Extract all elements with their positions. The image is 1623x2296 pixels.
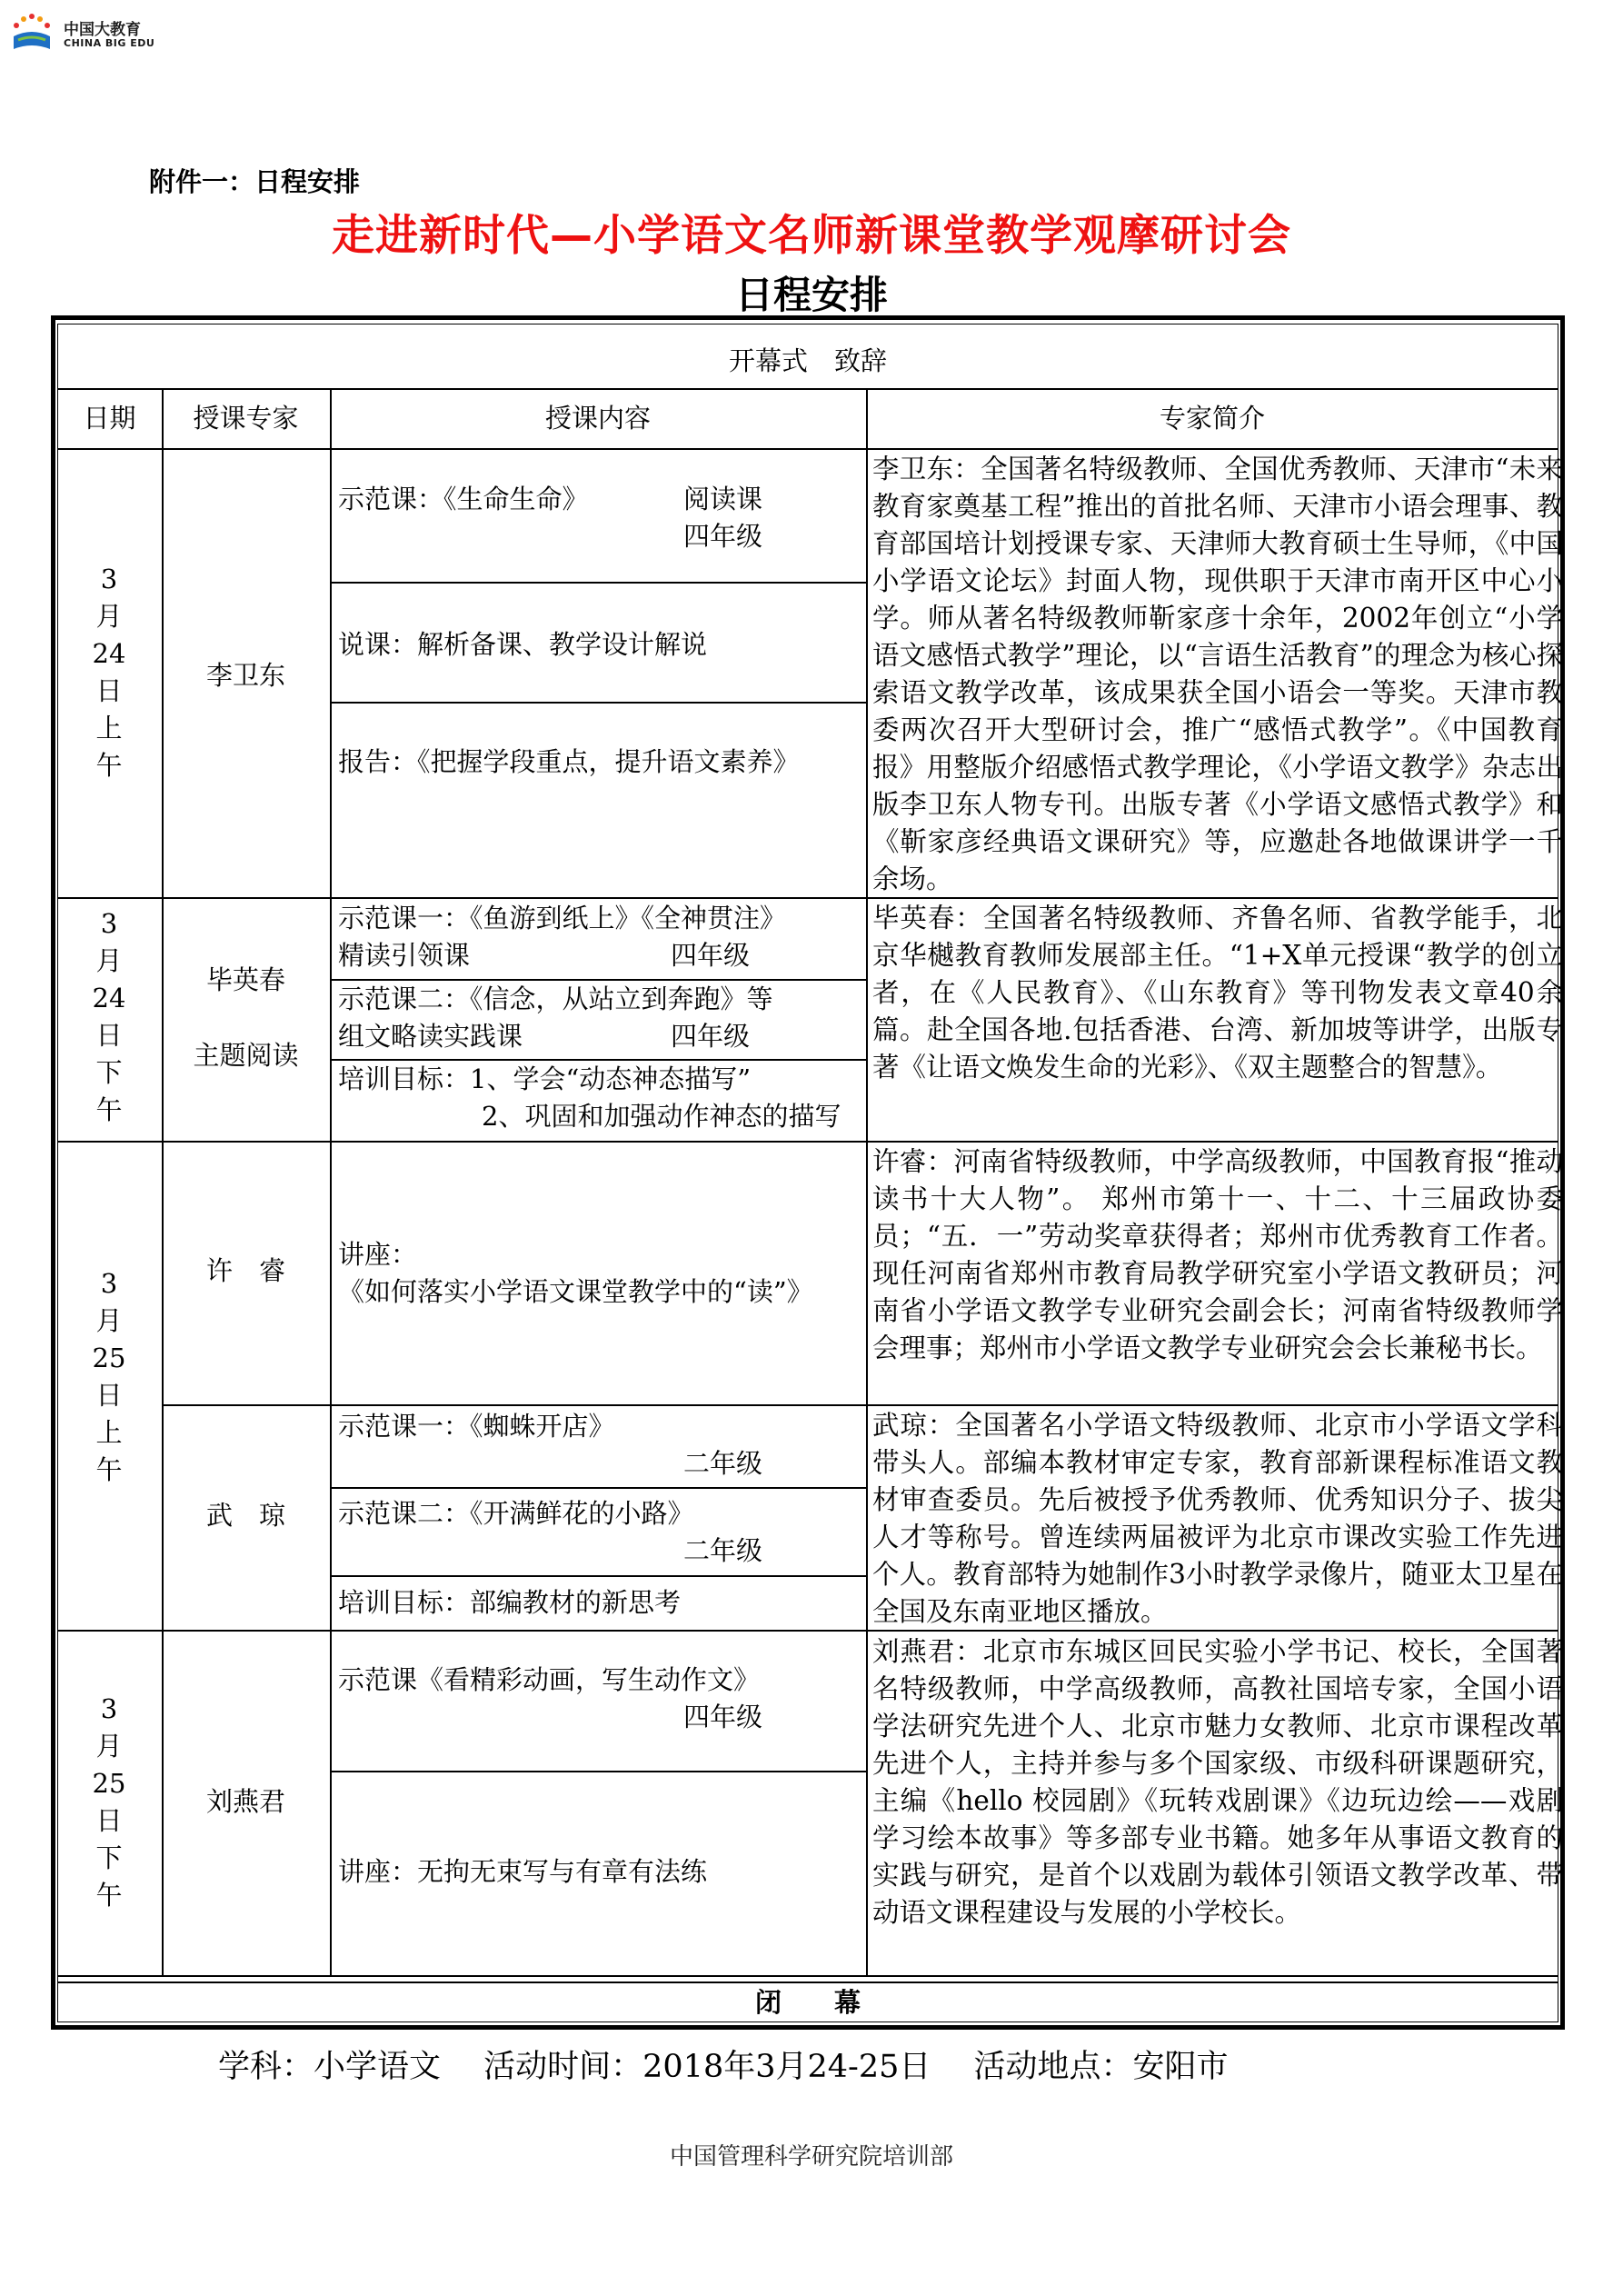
lesson-type: 组文略读实践课 <box>338 1021 523 1052</box>
lesson-grade: 四年级 <box>683 1702 763 1732</box>
expert-bio: 李卫东：全国著名特级教师、全国优秀教师、天津市“未来教育家奠基工程”推出的首批名师、天津市小语会理事、教育部国培计划授课专家、天津师大教育硕士生导师，《中国小学语文论坛》封面人物，现供职于天津市南开区中心小学。师从著名特级教师靳家彦十余年，2002年创立“小学语文感悟式教学”理论，以“言语生活教育”的理念为核心探索语文教学改革，该成果获全国小语会一等奖。天津市教委两次召开大型研讨会，推广“感悟式教学”。《中国教育报》用整版介绍感悟式教学理论，《小学语文教学》杂志出版李卫东人物专刊。出版专著《小学语文感悟式教学》和《靳家彦经典语文课研究》等，应邀赴各地做课讲学一千余场。 <box>872 454 1563 894</box>
expert-name: 李卫东 <box>205 660 285 691</box>
logo <box>9 11 164 55</box>
divider <box>330 1771 866 1772</box>
training-goal: 培训目标：1、学会“动态神态描写” <box>338 1063 752 1094</box>
lesson-grade: 二年级 <box>683 1535 763 1566</box>
expert-bio: 刘燕君：北京市东城区回民实验小学书记、校长，全国著名特级教师，中学高级教师，高教社国培专家，全国小语学法研究先进个人、北京市魅力女教师、北京市课程改革先进个人，主持并参与多个国家级、市级科研课题研究，主编《hello 校园剧》《玩转戏剧课》《边玩边绘——戏剧学习绘本故事》等多部专业书籍。她多年从事语文教育的实践与研究，是首个以戏剧为载体引领语文教学改革、带动语文课程建设与发展的小学校长。 <box>872 1636 1563 1928</box>
page-subtitle: 日程安排 <box>734 273 888 317</box>
lesson-title: 报告：《把握学段重点，提升语文素养》 <box>338 746 800 777</box>
lesson-title: 示范课《看精彩动画，写生动作文》 <box>338 1664 761 1695</box>
divider <box>330 582 866 584</box>
lesson-title: 说课：解析备课、教学设计解说 <box>338 629 708 660</box>
lesson-grade: 二年级 <box>683 1448 763 1479</box>
lesson-title: 讲座： <box>338 1239 418 1270</box>
expert-name: 武 琼 <box>205 1500 285 1531</box>
divider <box>330 388 332 1975</box>
session-date: 3 月 25 日 上 午 <box>92 1268 126 1485</box>
header-expert: 授课专家 <box>193 403 299 434</box>
logo-name-en: CHINA BIG EDU <box>64 37 155 49</box>
lesson-type: 精读引领课 <box>338 940 471 971</box>
divider <box>330 702 866 704</box>
event-info <box>218 2041 1261 2087</box>
divider <box>330 1575 866 1577</box>
lesson-type: 阅读课 <box>683 484 763 514</box>
lesson-title: 《如何落实小学语文课堂教学中的“读”》 <box>338 1276 813 1307</box>
expert-bio: 毕英春：全国著名特级教师、齐鲁名师、省教学能手，北京华樾教育教师发展部主任。“1+X单元授课“教学的创立者，在《人民教育》、《山东教育》等刊物发表文章40余篇。赴全国各地.包括香港、台湾、新加坡等讲学，出版专著《让语文焕发生命的光彩》、《双主题整合的智慧》。 <box>872 903 1563 1083</box>
session-date: 3 月 24 日 下 午 <box>92 908 126 1125</box>
page-title: 走进新时代—小学语文名师新课堂教学观摩研讨会 <box>332 211 1291 261</box>
closing-ceremony: 闭 幕 <box>754 1987 861 2018</box>
session-date: 3 月 25 日 下 午 <box>92 1693 126 1911</box>
expert-name: 刘燕君 <box>205 1786 285 1817</box>
logo-icon <box>9 11 55 53</box>
lesson-grade: 四年级 <box>683 521 763 552</box>
lesson-title: 示范课二：《开满鲜花的小路》 <box>338 1498 694 1529</box>
divider <box>57 448 1558 450</box>
divider <box>162 1404 1558 1406</box>
event-subject: 学科：小学语文 <box>218 2049 442 2085</box>
expert-bio: 武琼：全国著名小学语文特级教师、北京市小学语文学科带头人。部编本教材审定专家，教育部新课程标准语文教材审查委员。先后被授予优秀教师、优秀知识分子、拔尖人才等称号。曾连续两届被评为北京市课改实验工作先进个人。教育部特为她制作3小时教学录像片，随亚太卫星在全国及东南亚地区播放。 <box>872 1410 1563 1627</box>
expert-bio: 许睿：河南省特级教师，中学高级教师，中国教育报“推动读书十大人物”。 郑州市第十一、十二、十三届政协委员；“五．一”劳动奖章获得者；郑州市优秀教育工作者。现任河南省郑州市教育局教学研究室小学语文教研员；河南省小学语文教学专业研究会副会长；河南省特级教师学会理事；郑州市小学语文教学专业研究会会长兼秘书长。 <box>872 1146 1563 1363</box>
divider <box>57 1141 1558 1143</box>
expert-topic: 主题阅读 <box>193 1040 299 1071</box>
lesson-title: 讲座：无拘无束写与有章有法练 <box>338 1856 708 1887</box>
divider <box>162 388 164 1975</box>
lesson-grade: 四年级 <box>671 940 751 971</box>
event-time: 活动时间：2018年3月24-25日 <box>483 2049 931 2085</box>
header-bio: 专家简介 <box>1159 403 1265 434</box>
lesson-title: 示范课一：《蜘蛛开店》 <box>338 1411 615 1442</box>
divider <box>866 388 868 1975</box>
divider <box>330 1487 866 1489</box>
divider <box>57 1982 1558 1983</box>
opening-ceremony: 开幕式 致辞 <box>728 345 887 376</box>
header-content: 授课内容 <box>544 403 651 434</box>
lesson-title: 示范课一：《鱼游到纸上》《全神贯注》 <box>338 903 787 933</box>
lesson-title: 示范课二：《信念，从站立到奔跑》等 <box>338 983 773 1014</box>
lesson-title: 示范课：《生命生命》 <box>338 484 589 514</box>
divider <box>57 1975 1558 1977</box>
expert-name: 毕英春 <box>205 964 285 995</box>
divider <box>57 388 1558 390</box>
attachment-label: 附件一：日程安排 <box>149 166 361 197</box>
session-date: 3 月 24 日 上 午 <box>92 564 126 781</box>
lesson-grade: 四年级 <box>671 1021 751 1052</box>
logo-name-cn: 中国大教育 <box>64 21 141 39</box>
organizer: 中国管理科学研究院培训部 <box>669 2143 953 2171</box>
expert-name: 许 睿 <box>205 1255 285 1286</box>
training-goal: 培训目标：部编教材的新思考 <box>338 1587 682 1618</box>
training-goal: 2、巩固和加强动作神态的描写 <box>482 1101 841 1132</box>
header-date: 日期 <box>83 403 136 434</box>
event-place: 活动地点：安阳市 <box>973 2049 1229 2085</box>
